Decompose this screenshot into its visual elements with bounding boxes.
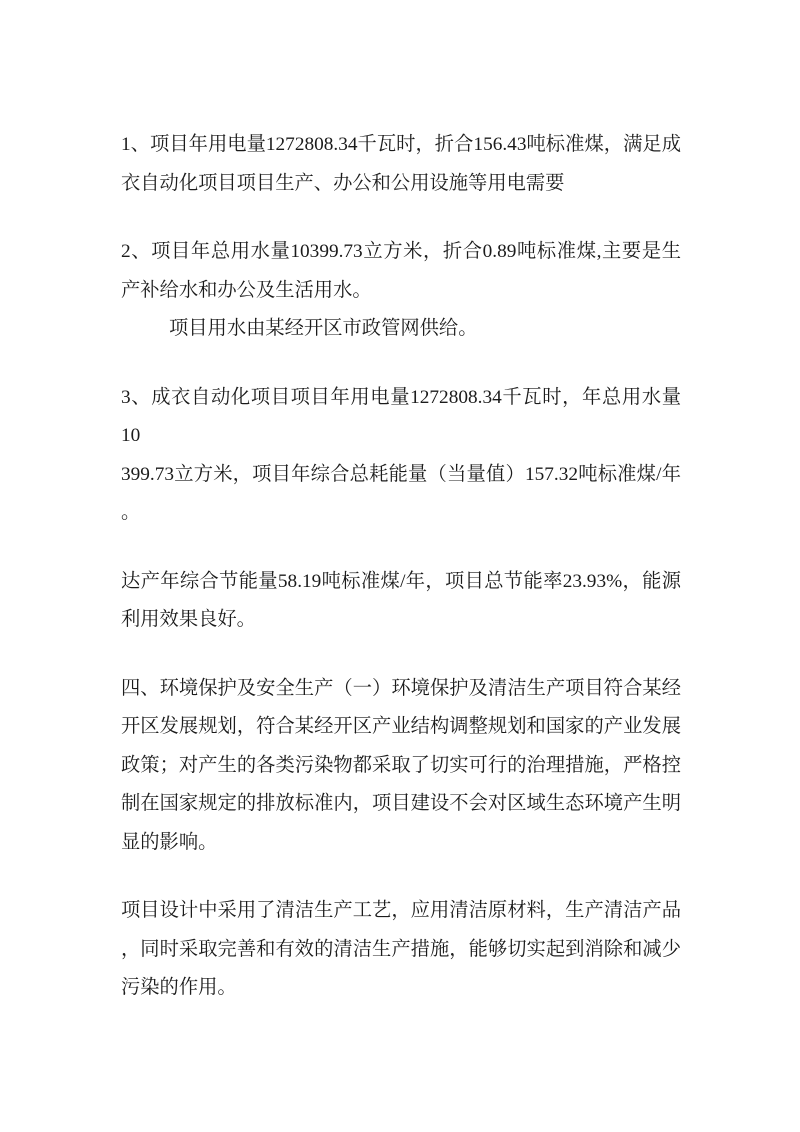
text-line: 399.73立方米，项目年综合总耗能量（当量值）157.32吨标准煤/年 — [121, 463, 681, 485]
text-line: 3、成衣自动化项目项目年用电量1272808.34千瓦时，年总用水量10 — [121, 386, 681, 446]
text-line: 项目用水由某经开区市政管网供给。 — [169, 318, 478, 339]
text-line: 利用效果良好。 — [121, 609, 256, 630]
text-line: 1、项目年用电量1272808.34千瓦时，折合156.43吨标准煤，满足成 — [121, 134, 681, 155]
paragraph-water-supply — [121, 310, 681, 349]
paragraph-total-energy — [121, 379, 681, 533]
paragraph-clean-production — [121, 892, 681, 1008]
text-line: 政策；对产生的各类污染物都采取了切实可行的治理措施，严格控 — [121, 754, 681, 776]
text-line: 达产年综合节能量58.19吨标准煤/年，项目总节能率23.93%，能源 — [121, 570, 681, 592]
text-line: 污染的作用。 — [121, 977, 237, 998]
text-line: 显的影响。 — [121, 831, 218, 853]
text-line: 制在国家规定的排放标准内，项目建设不会对区域生态环境产生明 — [121, 793, 681, 814]
paragraph-electricity-usage — [121, 126, 681, 203]
text-line: 开区发展规划，符合某经开区产业结构调整规划和国家的产业发展 — [121, 716, 681, 737]
paragraph-energy-saving — [121, 563, 681, 640]
text-line: 四、环境保护及安全生产（一）环境保护及清洁生产项目符合某经 — [121, 677, 681, 699]
text-line: 。 — [121, 502, 141, 523]
paragraph-environment-safety — [121, 670, 681, 863]
paragraph-water-usage — [121, 233, 681, 310]
text-line: 产补给水和办公及生活用水。 — [121, 279, 372, 301]
text-line: ，同时采取完善和有效的清洁生产措施，能够切实起到消除和减少 — [121, 938, 681, 960]
text-line: 项目设计中采用了清洁生产工艺，应用清洁原材料，生产清洁产品 — [121, 900, 681, 921]
text-line: 2、项目年总用水量10399.73立方米，折合0.89吨标准煤,主要是生 — [121, 241, 681, 262]
text-line: 衣自动化项目项目生产、办公和公用设施等用电需要 — [121, 172, 565, 194]
